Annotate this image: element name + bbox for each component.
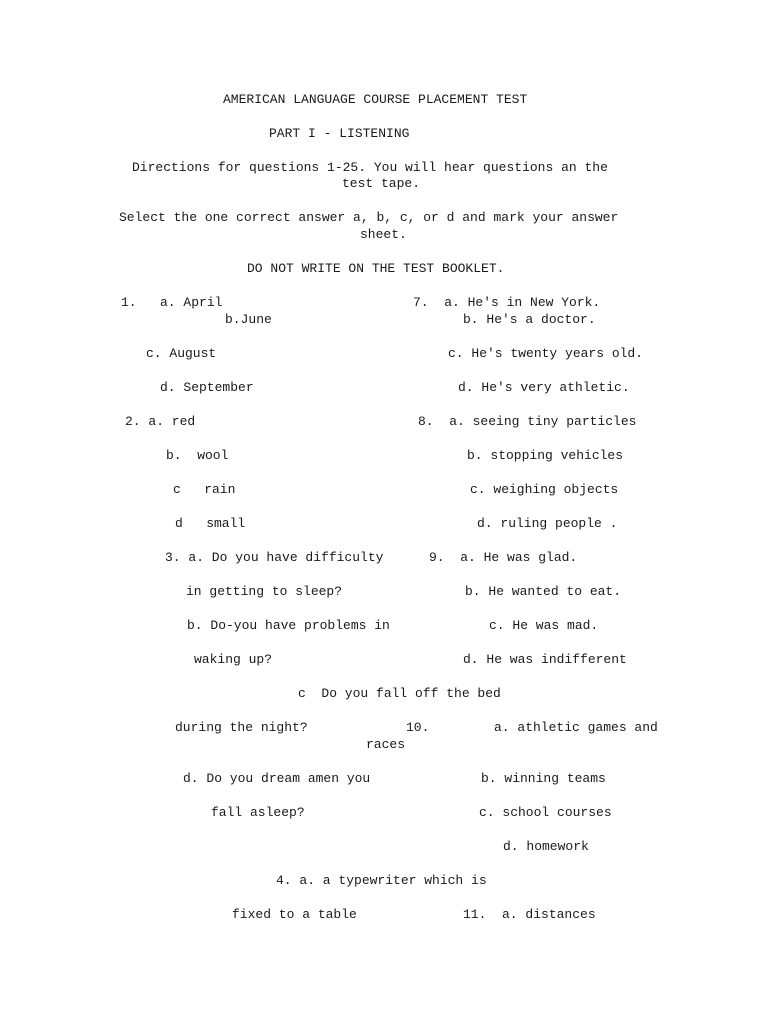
question-8-option-d: d. ruling people . (477, 516, 618, 531)
directions-line-1: Directions for questions 1-25. You will hear questions an the (132, 160, 608, 175)
question-4-option-a: 4. a. a typewriter which is (276, 873, 487, 888)
question-7-option-b: b. He's a doctor. (463, 312, 596, 327)
question-8-option-b: b. stopping vehicles (467, 448, 624, 463)
question-2-option-d: d small (175, 516, 246, 531)
question-2-option-a: 2. a. red (125, 414, 196, 429)
question-8-option-c: c. weighing objects (470, 482, 619, 497)
question-2-option-c: c rain (173, 482, 236, 497)
question-9-option-a: 9. a. He was glad. (429, 550, 578, 565)
question-8-option-a: 8. a. seeing tiny particles (418, 414, 637, 429)
test-title: AMERICAN LANGUAGE COURSE PLACEMENT TEST (223, 92, 528, 107)
question-3-option-b-cont: waking up? (194, 652, 273, 667)
question-9-option-d: d. He was indifferent (463, 652, 627, 667)
question-10-option-c: c. school courses (479, 805, 612, 820)
question-3-option-d: d. Do you dream amen you (183, 771, 371, 786)
select-instruction-line-1: Select the one correct answer a, b, c, or d and mark your answer (119, 210, 619, 225)
directions-line-2: test tape. (342, 176, 421, 191)
question-3-option-b: b. Do-you have problems in (187, 618, 390, 633)
question-7-option-d: d. He's very athletic. (458, 380, 630, 395)
question-9-option-c: c. He was mad. (489, 618, 599, 633)
question-10-number: 10. (406, 720, 430, 735)
question-4-option-a-cont: fixed to a table (232, 907, 357, 922)
warning-text: DO NOT WRITE ON THE TEST BOOKLET. (247, 261, 505, 276)
question-7-option-c: c. He's twenty years old. (448, 346, 644, 361)
question-10-option-a: a. athletic games and (494, 720, 658, 735)
question-3-option-c-cont: during the night? (175, 720, 308, 735)
question-3-option-a: 3. a. Do you have difficulty (165, 550, 384, 565)
select-instruction-line-2: sheet. (360, 227, 407, 242)
question-11-option-a: 11. a. distances (463, 907, 596, 922)
question-10-option-a-cont: races (366, 737, 406, 752)
question-1-option-c: c. August (146, 346, 217, 361)
part-heading: PART I - LISTENING (269, 126, 410, 141)
question-3-option-a-cont: in getting to sleep? (186, 584, 343, 599)
question-7-option-a: 7. a. He's in New York. (413, 295, 601, 310)
question-1-option-d: d. September (160, 380, 254, 395)
question-1-option-a: 1. a. April (121, 295, 223, 310)
question-3-option-c: c Do you fall off the bed (298, 686, 501, 701)
question-3-option-d-cont: fall asleep? (211, 805, 305, 820)
question-2-option-b: b. wool (166, 448, 229, 463)
question-9-option-b: b. He wanted to eat. (465, 584, 622, 599)
question-1-option-b: b.June (225, 312, 272, 327)
question-10-option-b: b. winning teams (481, 771, 606, 786)
question-10-option-d: d. homework (503, 839, 589, 854)
